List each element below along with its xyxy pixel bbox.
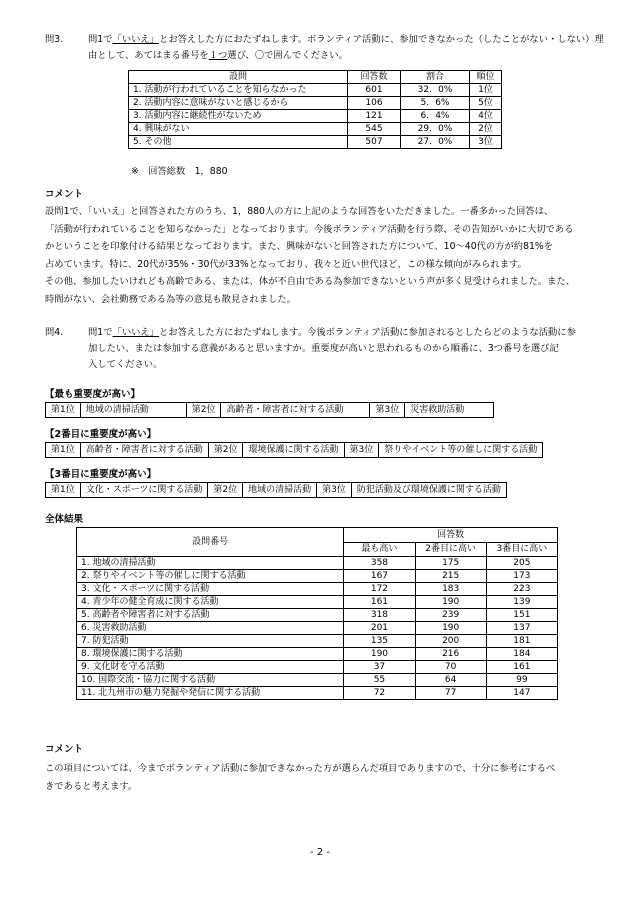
q3-cell-ratio: 5．6%	[401, 97, 470, 110]
q3-cell-ratio: 27．0%	[401, 136, 470, 149]
q4-group3-table	[45, 482, 507, 498]
rank-label: 第1位	[46, 483, 81, 498]
overall-cell-item: 5. 高齢者や障害者に対する活動	[77, 609, 344, 622]
q3-text-line2-pre: 由として、あてはまる番号を	[88, 50, 209, 61]
q3-cell-question: 4. 興味がない	[129, 123, 348, 136]
rank-item: 文化・スポーツに関する活動	[80, 483, 208, 498]
overall-cell-third: 223	[486, 583, 557, 596]
q3-text-mid: とお答えした方におたずねします。ボランティア活動に、参加できなかった（したことがない・しない）理	[159, 34, 604, 45]
q3-cell-count: 507	[348, 136, 401, 149]
q3-cell-ratio: 29．0%	[401, 123, 470, 136]
overall-cell-third: 205	[486, 557, 557, 570]
q4-text-pre: 問1で	[88, 327, 113, 338]
q3-cell-rank: 2位	[470, 123, 502, 136]
rank-label: 第3位	[317, 483, 352, 498]
rank-item: 防犯活動及び環境保護に関する活動	[351, 483, 506, 498]
overall-cell-third: 99	[486, 674, 557, 687]
table-row	[77, 635, 558, 648]
q3-cell-rank: 3位	[470, 136, 502, 149]
rank-item: 地域の清掃活動	[80, 403, 186, 418]
q3-comment	[45, 203, 605, 309]
q4-overall-table	[76, 527, 558, 700]
q4-text-iie: 「いいえ」	[112, 327, 160, 338]
q4-comment	[45, 760, 605, 795]
table-row	[129, 84, 502, 97]
overall-th-count: 回答数	[344, 528, 558, 543]
q4-group1-table	[45, 402, 494, 418]
rank-label: 第2位	[186, 403, 221, 418]
q3-table-header	[129, 71, 502, 84]
overall-cell-item: 8. 環境保護に関する活動	[77, 648, 344, 661]
q3-cell-question: 1. 活動が行われていることを知らなかった	[129, 84, 348, 97]
q3-cell-ratio: 6．4%	[401, 110, 470, 123]
table-row	[77, 609, 558, 622]
q3-comment-line: 設問1で、「いいえ」と回答された方のうち、1，880人の方に上記のような回答をいただきました。一番多かった回答は、	[45, 206, 554, 217]
table-row	[77, 661, 558, 674]
table-row	[129, 136, 502, 149]
overall-cell-first: 161	[344, 596, 415, 609]
q4-group2-table	[45, 442, 543, 458]
overall-cell-item: 7. 防犯活動	[77, 635, 344, 648]
q3-text-line2-post: 選び、〇で囲んでください。	[227, 50, 348, 61]
q4-group1-title: 【最も重要度が高い】	[45, 389, 141, 400]
q3-cell-rank: 4位	[470, 110, 502, 123]
q3-cell-count: 545	[348, 123, 401, 136]
rank-item: 地域の清掃活動	[243, 483, 317, 498]
q3-text-iie: 「いいえ」	[112, 34, 160, 45]
q3-text	[88, 32, 608, 64]
overall-cell-second: 77	[415, 687, 486, 700]
overall-cell-second: 190	[415, 596, 486, 609]
table-row	[77, 622, 558, 635]
table-header	[77, 528, 558, 543]
q4-comment-line: きであると考えます。	[45, 780, 138, 792]
q3-table-note: ※ 回答総数 1，880	[131, 166, 228, 177]
table-row	[129, 123, 502, 136]
q3-comment-line: かということを印象付ける結果となっております。また、興味がないと回答された方について、10～40代の方が約81%を	[45, 241, 554, 253]
overall-cell-first: 167	[344, 570, 415, 583]
q3-cell-question: 3. 活動内容に継続性がないため	[129, 110, 348, 123]
overall-cell-second: 239	[415, 609, 486, 622]
overall-cell-third: 151	[486, 609, 557, 622]
q3-th-count: 回答数	[348, 71, 401, 84]
rank-item: 高齢者・障害者に対する活動	[221, 403, 370, 418]
q4-text-mid: とお答えした方におたずねします。今後ボランティア活動に参加されるとしたらどのような活動に参	[159, 327, 576, 338]
overall-cell-item: 10. 国際交流・協力に関する活動	[77, 674, 344, 687]
overall-cell-first: 172	[344, 583, 415, 596]
overall-cell-third: 137	[486, 622, 557, 635]
q3-comment-line: その他、参加したいけれども高齢である、または、体が不自由である為参加できないという声が多く見受けられました。また、	[45, 276, 575, 288]
table-row	[77, 583, 558, 596]
overall-cell-third: 147	[486, 687, 557, 700]
table-row	[46, 483, 507, 498]
page-number: - 2 -	[310, 847, 330, 858]
table-row	[77, 570, 558, 583]
table-row	[77, 648, 558, 661]
overall-cell-item: 9. 文化財を守る活動	[77, 661, 344, 674]
q4-comment-label: コメント	[45, 744, 84, 755]
overall-cell-first: 55	[344, 674, 415, 687]
overall-cell-first: 135	[344, 635, 415, 648]
rank-item: 災害救助活動	[405, 403, 494, 418]
overall-cell-third: 139	[486, 596, 557, 609]
q3-th-ratio: 割合	[401, 71, 470, 84]
table-row	[77, 674, 558, 687]
table-row	[46, 443, 543, 458]
overall-cell-second: 190	[415, 622, 486, 635]
q3-number: 問3.	[45, 34, 64, 45]
overall-cell-item: 2. 祭りやイベント等の催しに関する活動	[77, 570, 344, 583]
overall-cell-third: 161	[486, 661, 557, 674]
q4-comment-line: この項目については、今までボランティア活動に参加できなかった方が選らんだ項目でありますので、十分に参考にするべ	[45, 763, 556, 774]
overall-cell-first: 190	[344, 648, 415, 661]
overall-cell-second: 64	[415, 674, 486, 687]
q3-cell-count: 601	[348, 84, 401, 97]
table-row	[77, 596, 558, 609]
overall-cell-second: 215	[415, 570, 486, 583]
q3-text-pre: 問1で	[88, 34, 113, 45]
overall-cell-first: 358	[344, 557, 415, 570]
rank-label: 第1位	[46, 403, 81, 418]
rank-label: 第3位	[370, 403, 405, 418]
overall-cell-item: 4. 青少年の健全育成に関する活動	[77, 596, 344, 609]
overall-th-second: 2番目に高い	[415, 542, 486, 557]
rank-label: 第3位	[344, 443, 379, 458]
q3-comment-line: 時間がない、会社勤務である為等の意見も散見されました。	[45, 293, 297, 305]
overall-cell-second: 183	[415, 583, 486, 596]
overall-cell-third: 181	[486, 635, 557, 648]
table-row	[77, 687, 558, 700]
q4-text	[88, 325, 608, 373]
overall-cell-third: 173	[486, 570, 557, 583]
q3-cell-rank: 1位	[470, 84, 502, 97]
rank-item: 環境保護に関する活動	[243, 443, 344, 458]
overall-th-item: 設問番号	[77, 528, 344, 557]
q3-comment-line: 占めています。特に、20代が35%・30代が33%となっており、我々と近い世代ほど、この様な傾向がみられます。	[45, 258, 527, 270]
overall-cell-second: 200	[415, 635, 486, 648]
overall-th-third: 3番目に高い	[486, 542, 557, 557]
overall-cell-first: 72	[344, 687, 415, 700]
overall-cell-first: 201	[344, 622, 415, 635]
rank-label: 第2位	[208, 443, 243, 458]
q3-table	[128, 70, 502, 149]
q3-cell-question: 2. 活動内容に意味がないと感じるから	[129, 97, 348, 110]
q3-comment-line: 「活動が行われていることを知らなかった」となっております。今後ボランティア活動を行う際、その告知がいかに大切である	[45, 223, 574, 235]
q3-cell-count: 121	[348, 110, 401, 123]
table-row	[129, 97, 502, 110]
overall-cell-item: 11. 北九州市の魅力発掘や発信に関する活動	[77, 687, 344, 700]
overall-cell-second: 70	[415, 661, 486, 674]
rank-label: 第1位	[46, 443, 81, 458]
q3-cell-ratio: 32．0%	[401, 84, 470, 97]
overall-cell-item: 3. 文化・スポーツに関する活動	[77, 583, 344, 596]
overall-cell-item: 1. 地域の清掃活動	[77, 557, 344, 570]
rank-item: 高齢者・障害者に対する活動	[80, 443, 208, 458]
q4-group3-title: 【3番目に重要度が高い】	[45, 469, 157, 480]
overall-th-first: 最も高い	[344, 542, 415, 557]
q3-comment-label: コメント	[45, 189, 84, 200]
table-row	[46, 403, 494, 418]
q4-text-line3: 入してください。	[88, 359, 163, 370]
q3-cell-rank: 5位	[470, 97, 502, 110]
q3-cell-question: 5. その他	[129, 136, 348, 149]
overall-cell-item: 6. 災害救助活動	[77, 622, 344, 635]
table-row	[129, 110, 502, 123]
rank-label: 第2位	[208, 483, 243, 498]
rank-item: 祭りやイベント等の催しに関する活動	[379, 443, 543, 458]
q4-text-line2: 加したい、または参加する意義があると思いますか。重要度が高いと思われるものから順番に、3つ番号を選び記	[88, 343, 559, 354]
overall-cell-first: 37	[344, 661, 415, 674]
table-row	[77, 557, 558, 570]
q4-group2-title: 【2番目に重要度が高い】	[45, 429, 157, 440]
overall-cell-second: 216	[415, 648, 486, 661]
q4-overall-label: 全体結果	[45, 514, 84, 525]
overall-cell-first: 318	[344, 609, 415, 622]
overall-cell-third: 184	[486, 648, 557, 661]
q3-th-rank: 順位	[470, 71, 502, 84]
q4-number: 問4.	[45, 327, 64, 338]
q3-cell-count: 106	[348, 97, 401, 110]
q3-text-line2-one: １つ	[208, 50, 228, 61]
overall-cell-second: 175	[415, 557, 486, 570]
q3-th-question: 設問	[129, 71, 348, 84]
